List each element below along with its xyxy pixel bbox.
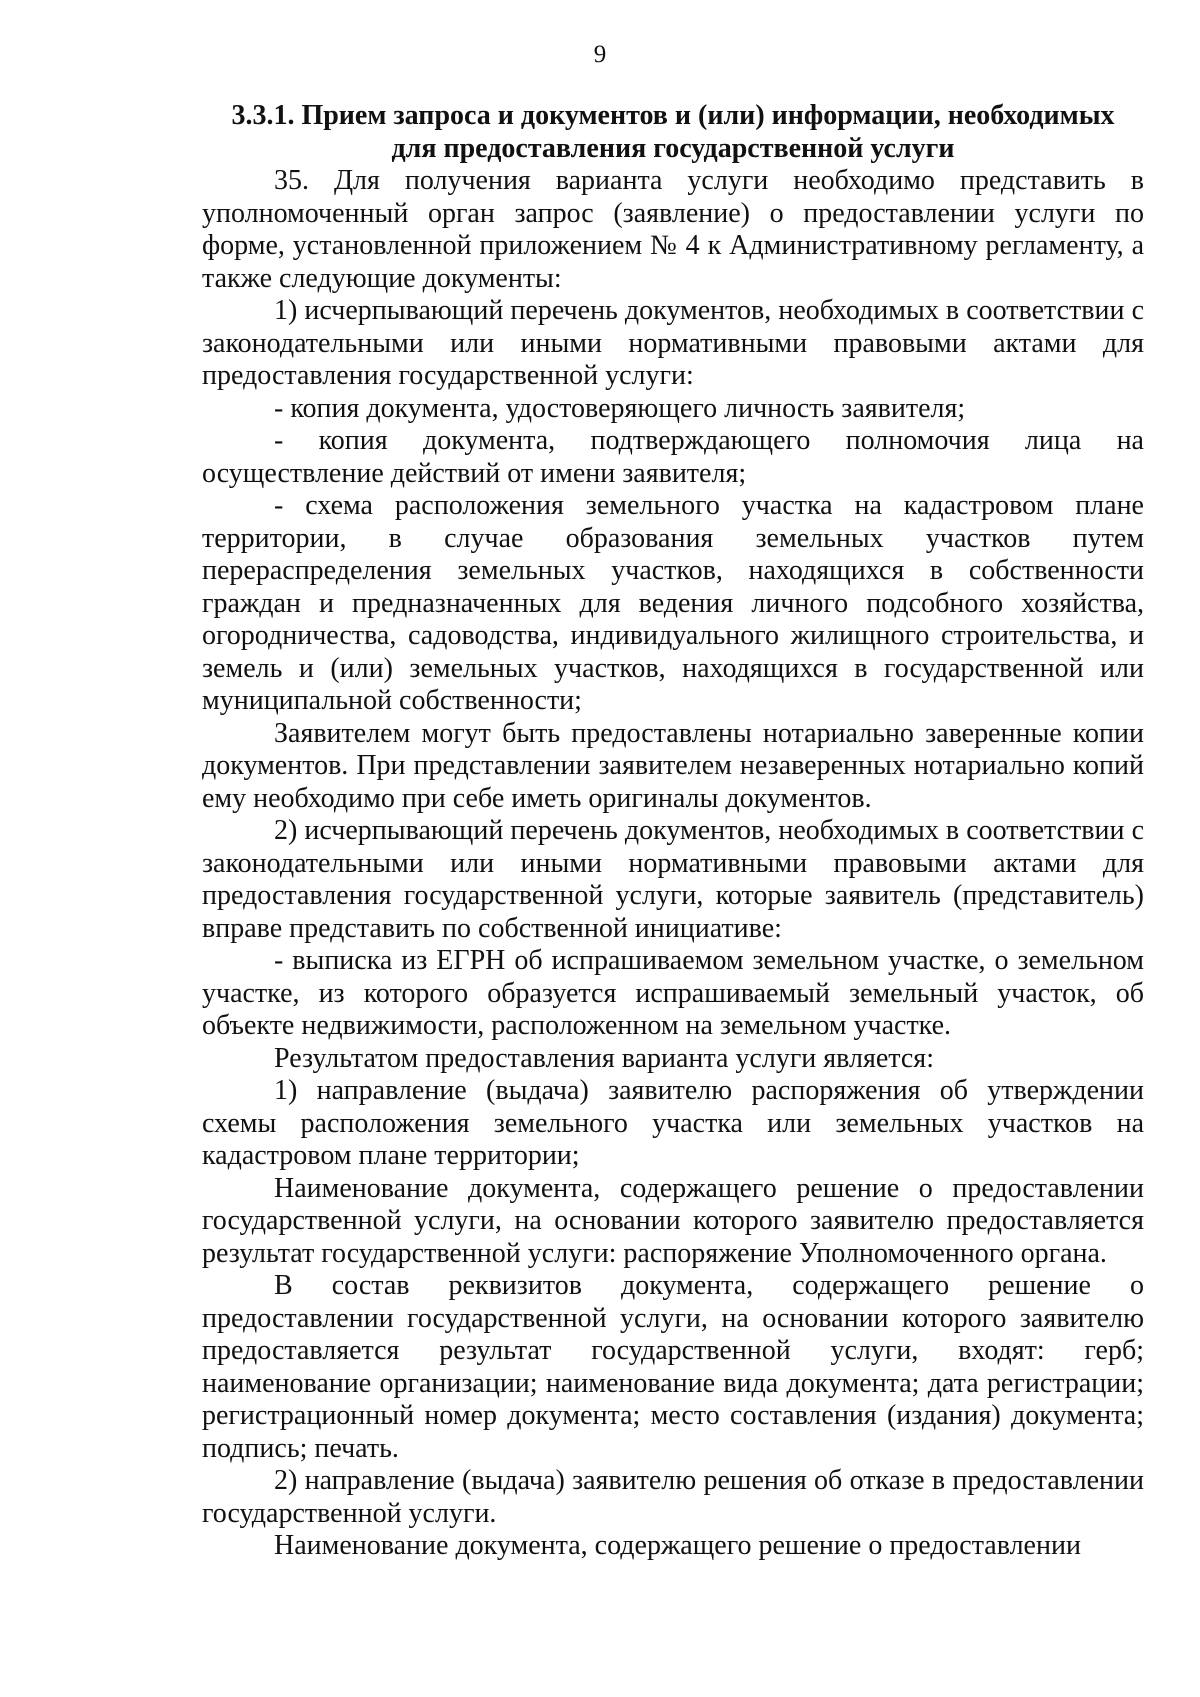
paragraph-required-documents-list: 1) исчерпывающий перечень документов, необходимых в соответствии с законодательными или иными нормативными правовыми актами для предоставления государственной услуги: bbox=[202, 295, 1144, 391]
paragraph-decision-document-name-continued: Наименование документа, содержащего решение о предоставлении bbox=[274, 1530, 1081, 1561]
paragraph-decision-document-name: Наименование документа, содержащего решение о предоставлении государственной услуги, на основании которого заявителю предоставляется результат государственной услуги: распоряжение Уполномоченного органа. bbox=[202, 1172, 1144, 1269]
document-body bbox=[202, 100, 1144, 1563]
paragraph-request-documents: 35. Для получения варианта услуги необходимо представить в уполномоченный орган запрос (заявление) о предоставлении услуги по форме, установленной приложением № 4 к Административному регламенту, а также следующие документы: bbox=[202, 165, 1144, 294]
page-number: 9 bbox=[593, 41, 607, 68]
list-item-refusal-decision: 2) направление (выдача) заявителю решения об отказе в предоставлении государственной услуги. bbox=[202, 1465, 1144, 1529]
section-heading-line-2: для предоставления государственной услуги bbox=[391, 132, 955, 164]
paragraph-document-requisites: В состав реквизитов документа, содержащего решение о предоставлении государственной услуги, на основании которого заявителю предоставляется результат государственной услуги, входят: герб; наименование организации; наименование вида документа; дата регистрации; регистрационный номер документа; место составления (издания) документа; подпись; печать. bbox=[202, 1270, 1144, 1464]
paragraph-service-result: Результатом предоставления варианта услуги является: bbox=[274, 1042, 934, 1074]
paragraph-optional-documents-list: 2) исчерпывающий перечень документов, необходимых в соответствии с законодательными или иными нормативными правовыми актами для предоставления государственной услуги, которые заявитель (представитель) вправе представить по собственной инициативе: bbox=[202, 815, 1144, 944]
list-item-land-plot-scheme: - схема расположения земельного участка на кадастровом плане территории, в случае образования земельных участков путем перераспределения земельных участков, находящихся в собственности граждан и предназначенных для ведения личного подсобного хозяйства, огородничества, садоводства, индивидуального жилищного строительства, и земель и (или) земельных участков, находящихся в государственной или муниципальной собственности; bbox=[202, 490, 1144, 716]
section-heading-line-1: 3.3.1. Прием запроса и документов и (или) информации, необходимых bbox=[231, 100, 1115, 131]
paragraph-notarized-copies: Заявителем могут быть предоставлены нотариально заверенные копии документов. При представлении заявителем незаверенных нотариально копий ему необходимо при себе иметь оригиналы документов. bbox=[202, 717, 1144, 814]
list-item-authority-document: - копия документа, подтверждающего полномочия лица на осуществление действий от имени заявителя; bbox=[202, 425, 1144, 489]
section-heading bbox=[202, 100, 1144, 165]
list-item-scheme-approval: 1) направление (выдача) заявителю распоряжения об утверждении схемы расположения земельного участка или земельных участков на кадастровом плане территории; bbox=[202, 1075, 1144, 1171]
list-item-egrn-extract: - выписка из ЕГРН об испрашиваемом земельном участке, о земельном участке, из которого образуется испрашиваемый земельный участок, об объекте недвижимости, расположенном на земельном участке. bbox=[202, 945, 1144, 1041]
list-item-identity-document: - копия документа, удостоверяющего личность заявителя; bbox=[274, 392, 966, 424]
